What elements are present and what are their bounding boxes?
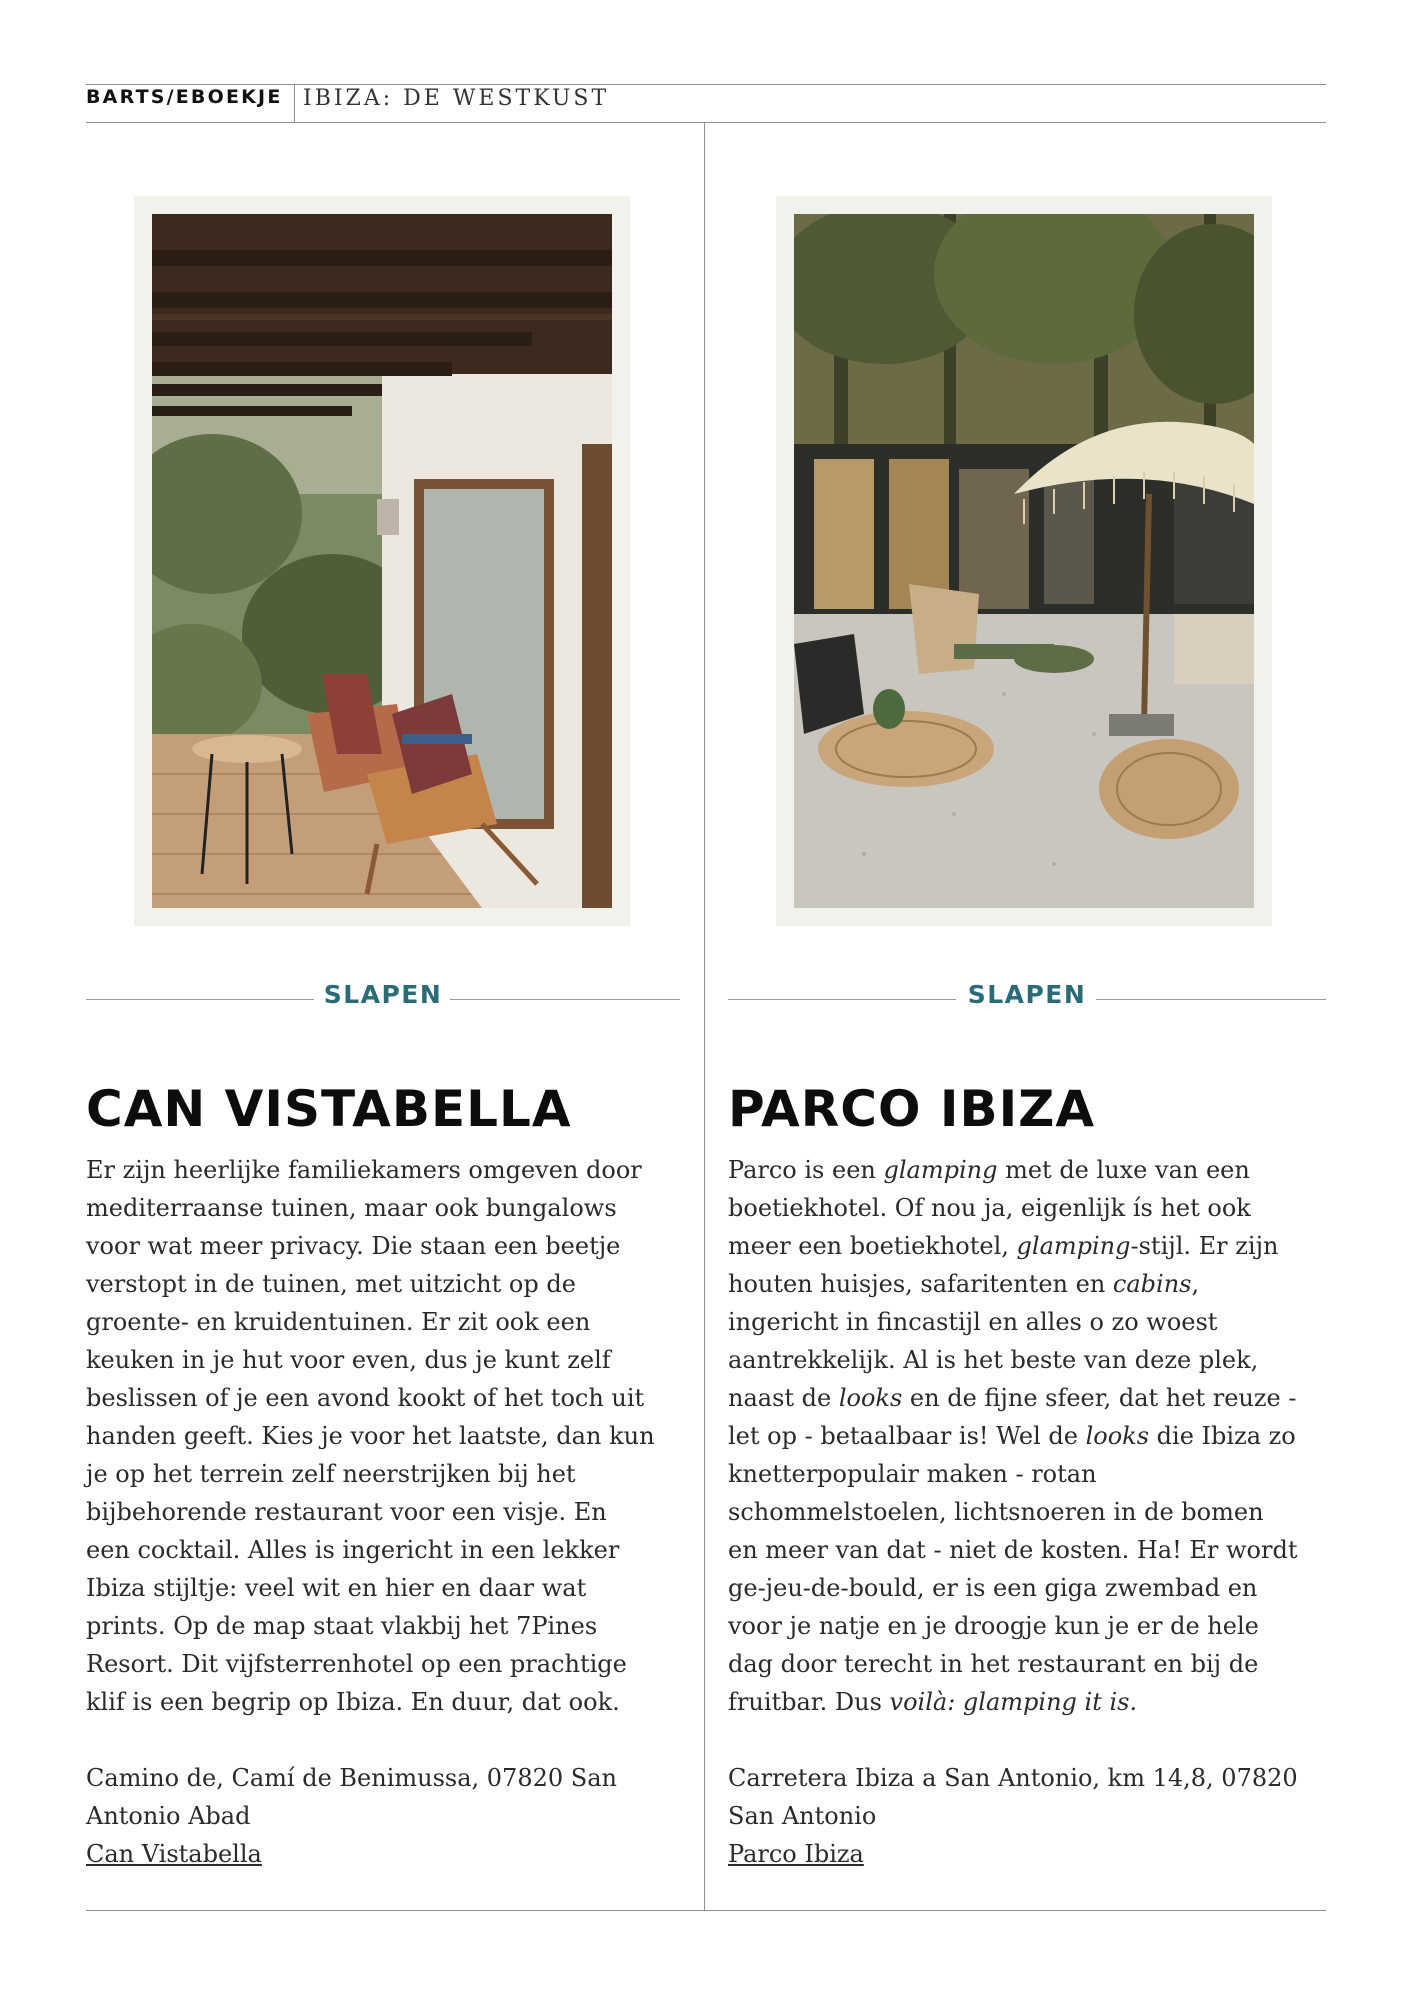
section-label-text: SLAPEN [967,980,1087,1009]
label-rule-left-b [450,999,680,1000]
body-line: een cocktail. Alles is ingericht in een lekker [86,1536,620,1564]
body-line: let op - betaalbaar is! Wel de looks die Ibiza zo [728,1422,1296,1450]
emphasis: looks [1085,1422,1150,1450]
body-line: houten huisjes, safaritenten en cabins, [728,1270,1200,1298]
body-line: schommelstoelen, lichtsnoeren in de bomen [728,1498,1264,1526]
body-line: verstopt in de tuinen, met uitzicht op de [86,1270,576,1298]
body-text-parco-ibiza [728,1151,1297,1721]
address-line: Carretera Ibiza a San Antonio, km 14,8, 07820 [728,1764,1298,1792]
address-line: Camino de, Camí de Benimussa, 07820 San [86,1764,617,1792]
address-line: Antonio Abad [86,1802,251,1830]
hotel-title-parco-ibiza: PARCO IBIZA [728,1080,1096,1138]
body-line: prints. Op de map staat vlakbij het 7Pines [86,1612,598,1640]
body-line: klif is een begrip op Ibiza. En duur, dat ook. [86,1688,620,1716]
body-line: Ibiza stijltje: veel wit en hier en daar wat [86,1574,587,1602]
section-label-right [728,980,1326,1020]
footer-rule [86,1910,1326,1911]
body-text-can-vistabella [86,1151,655,1721]
glamping-illustration [794,214,1254,908]
body-line: voor wat meer privacy. Die staan een beetje [86,1232,621,1260]
body-line: keuken in je hut voor even, dus je kunt zelf [86,1346,611,1374]
header-top-rule [86,84,1326,85]
label-rule-right-b [1096,999,1326,1000]
body-line: Resort. Dit vijfsterrenhotel op een prachtige [86,1650,627,1678]
emphasis: voilà: glamping it is. [889,1688,1138,1716]
address-parco-ibiza [728,1759,1298,1873]
body-line: bijbehorende restaurant voor een visje. En [86,1498,607,1526]
body-line: voor je natje en je droogje kun je er de hele [728,1612,1259,1640]
body-line: fruitbar. Dus voilà: glamping it is. [728,1688,1138,1716]
body-line: dag door terecht in het restaurant en bij de [728,1650,1259,1678]
header-brand: BARTS/EBOEKJE [86,86,283,108]
header-title: IBIZA: DE WESTKUST [303,86,610,111]
emphasis: cabins [1112,1270,1192,1298]
body-line: aantrekkelijk. Al is het beste van deze plek, [728,1346,1259,1374]
body-line: groente- en kruidentuinen. Er zit ook een [86,1308,591,1336]
link-can-vistabella[interactable]: Can Vistabella [86,1840,262,1868]
section-label-text: SLAPEN [323,980,443,1009]
body-line: beslissen of je een avond kookt of het toch uit [86,1384,645,1412]
body-line: ge-jeu-de-bould, er is een giga zwembad en [728,1574,1258,1602]
body-line: Parco is een glamping met de luxe van een [728,1156,1250,1184]
link-parco-ibiza[interactable]: Parco Ibiza [728,1840,864,1868]
body-line: meer een boetiekhotel, glamping-stijl. Er zijn [728,1232,1279,1260]
photo-parco-ibiza [794,214,1254,908]
header-divider [294,85,295,123]
hotel-title-can-vistabella: CAN VISTABELLA [86,1080,572,1138]
body-line: boetiekhotel. Of nou ja, eigenlijk ís het ook [728,1194,1251,1222]
body-line: je op het terrein zelf neerstrijken bij het [86,1460,576,1488]
emphasis: glamping [1016,1232,1131,1260]
header-bottom-rule [86,122,1326,123]
body-line: en meer van dat - niet de kosten. Ha! Er wordt [728,1536,1298,1564]
body-line: handen geeft. Kies je voor het laatste, dan kun [86,1422,655,1450]
body-line: ingericht in fincastijl en alles o zo woest [728,1308,1218,1336]
body-line: knetterpopulair maken - rotan [728,1460,1097,1488]
emphasis: looks [838,1384,903,1412]
body-line: mediterraanse tuinen, maar ook bungalows [86,1194,617,1222]
terrace-illustration [152,214,612,908]
photo-can-vistabella [152,214,612,908]
section-label-left [86,980,680,1020]
address-can-vistabella [86,1759,617,1873]
emphasis: glamping [883,1156,998,1184]
body-line: naast de looks en de fijne sfeer, dat het reuze - [728,1384,1297,1412]
column-divider [704,123,705,1911]
body-line: Er zijn heerlijke familiekamers omgeven door [86,1156,642,1184]
address-line: San Antonio [728,1802,877,1830]
